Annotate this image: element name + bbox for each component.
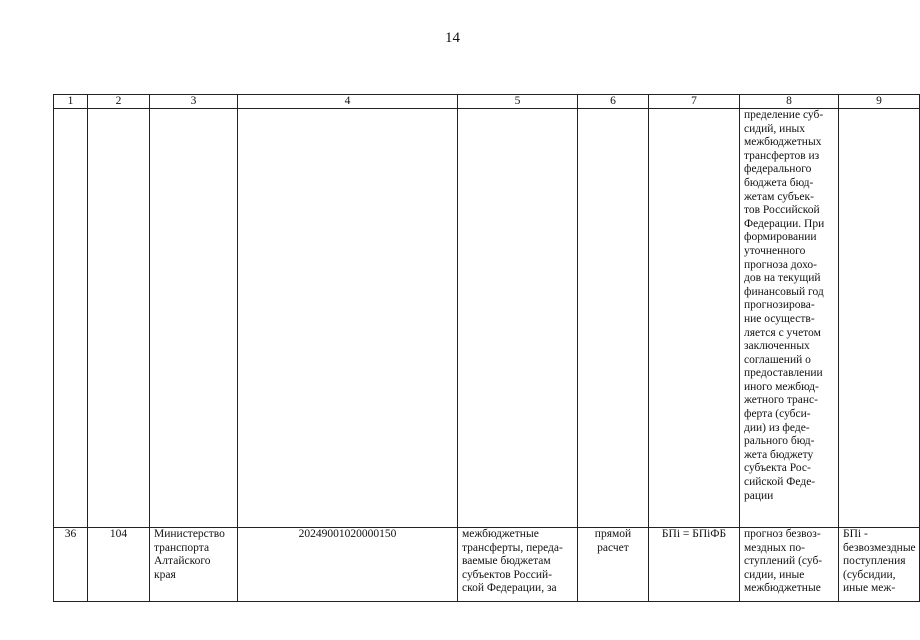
column-header-5: 5: [458, 95, 578, 109]
cell-indicator-description: [839, 109, 920, 528]
column-header-1: 1: [54, 95, 88, 109]
cell-revenue-name: [458, 109, 578, 528]
cell-administrator: [150, 109, 238, 528]
cell-row-number: [54, 109, 88, 528]
cell-code: [88, 109, 150, 528]
column-header-9: 9: [839, 95, 920, 109]
cell-indicator-description: [839, 528, 920, 602]
cell-text: 104: [109, 528, 128, 540]
cell-text: БПi = БПiФБ: [661, 528, 727, 540]
cell-algorithm-description: [740, 109, 839, 528]
cell-text: БПi - безвозмездные поступления (субсидии, иные меж-: [843, 528, 916, 595]
cell-code: [88, 528, 150, 602]
cell-budget-code: [238, 528, 458, 602]
cell-administrator: [150, 528, 238, 602]
cell-text: прогноз безвоз- мездных по- ступлений (суб- сидии, иные межбюджетные: [744, 528, 823, 595]
column-header-8: 8: [740, 95, 839, 109]
cell-method: [578, 528, 649, 602]
cell-revenue-name: [458, 528, 578, 602]
cell-text: межбюджетные трансферты, переда- ваемые бюджетам субъектов Россий- ской Федерации, за: [462, 528, 563, 595]
table-row: [54, 109, 920, 528]
table-row: [54, 528, 920, 602]
column-header-2: 2: [88, 95, 150, 109]
cell-text: прямой расчет: [594, 528, 632, 554]
cell-method: [578, 109, 649, 528]
cell-text: 36: [64, 528, 77, 540]
page-number: 14: [445, 30, 460, 46]
column-header-4: 4: [238, 95, 458, 109]
header-row: [54, 95, 920, 109]
column-header-6: 6: [578, 95, 649, 109]
column-header-3: 3: [150, 95, 238, 109]
cell-formula: [649, 528, 740, 602]
cell-text: 20249001020000150: [298, 528, 397, 540]
cell-row-number: [54, 528, 88, 602]
cell-text: Министерство транспорта Алтайского края: [154, 528, 225, 581]
cell-budget-code: [238, 109, 458, 528]
cell-formula: [649, 109, 740, 528]
cell-text: пределение суб- сидий, иных межбюджетных трансфертов из федерального бюджета бюд- жетам субъек- тов Российской Федерации. При формировании уточненного прогноза дохо- дов на текущий финансовый год прогнозирова- ние осуществ- ляется с учетом заключенных соглашений о предоставлении иного межбюд- жетного транс- ферта (субси- дии) из феде- рального бюд- жета бюджету субъекта Рос- сийской Феде- рации: [744, 109, 825, 502]
cell-algorithm-description: [740, 528, 839, 602]
revenue-forecast-table: [53, 94, 920, 602]
column-header-7: 7: [649, 95, 740, 109]
